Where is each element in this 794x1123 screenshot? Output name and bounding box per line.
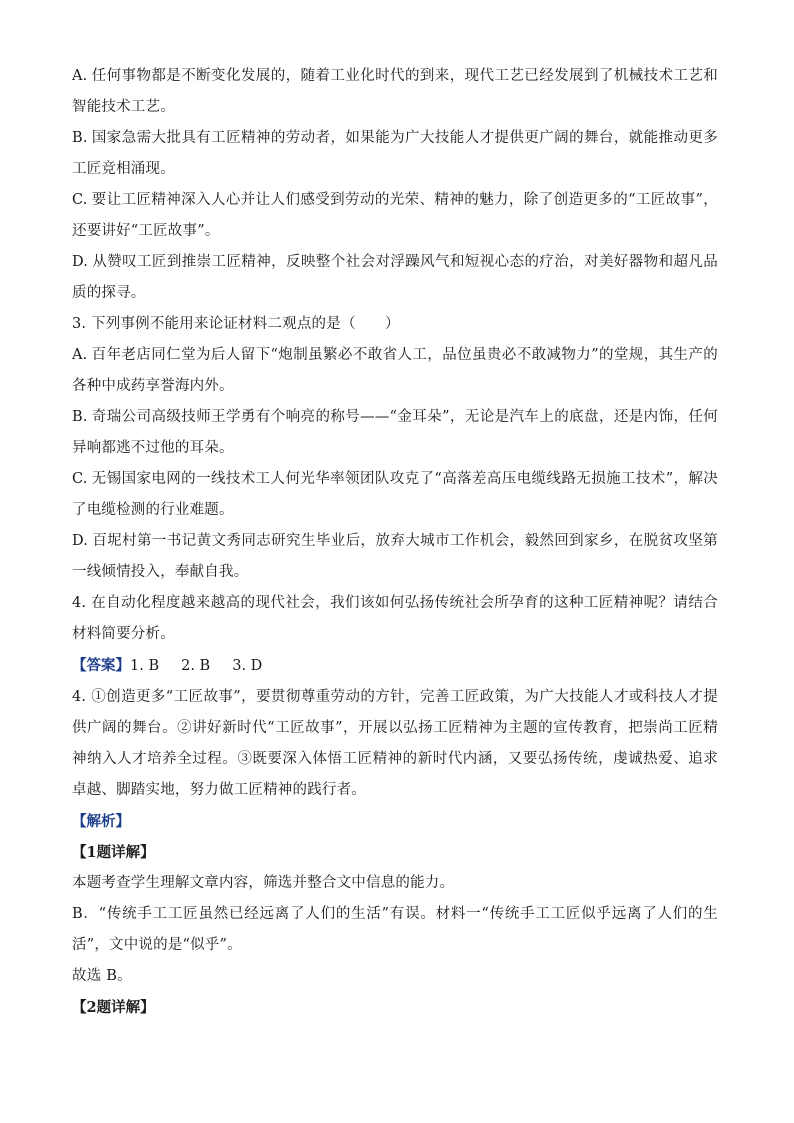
option-letter: D.: [72, 254, 89, 270]
answer-item: 2. B: [181, 658, 211, 674]
option-text: 百年老店同仁堂为后人留下“炮制虽繁必不敢省人工，品位虽贵必不敢减物力”的堂规，其生产的各种中成药享誉海内外。: [72, 347, 718, 394]
option-text: 任何事物都是不断变化发展的，随着工业化时代的到来，现代工艺已经发展到了机械技术工艺和智能技术工艺。: [72, 68, 718, 115]
option-letter: C.: [72, 192, 88, 208]
option-text: 百坭村第一书记黄文秀同志研究生毕业后，放弃大城市工作机会，毅然回到家乡，在脱贫攻坚第一线倾情投入，奉献自我。: [72, 533, 718, 580]
q3-option-c: [72, 464, 718, 526]
q3-stem: 3. 下列事例不能用来论证材料二观点的是（ ）: [72, 316, 400, 332]
analysis-line: 故选 B。: [72, 968, 132, 984]
option-text: 国家急需大批具有工匠精神的劳动者，如果能为广大技能人才提供更广阔的舞台，就能推动更多工匠竞相涌现。: [72, 130, 718, 177]
option-letter: D.: [72, 533, 89, 549]
q2-option-d: [72, 247, 718, 309]
answer-label: 【答案】: [72, 657, 130, 674]
q2-option-c: [72, 185, 718, 247]
q1-detail-heading: 【1题详解】: [72, 844, 155, 861]
option-text: 要让工匠精神深入人心并让人们感受到劳动的光荣、精神的魅力，除了创造更多的“工匠故事”，还要讲好“工匠故事”。: [72, 192, 718, 239]
option-text: 从赞叹工匠到推崇工匠精神，反映整个社会对浮躁风气和短视心态的疗治，对美好器物和超凡品质的探寻。: [72, 254, 718, 301]
analysis-line: 本题考查学生理解文章内容，筛选并整合文中信息的能力。: [72, 875, 455, 891]
option-letter: C.: [72, 471, 88, 487]
answer-q4: 4. ①创造更多“工匠故事”，要贯彻尊重劳动的方针，完善工匠政策，为广大技能人才或科技人才提供广阔的舞台。②讲好新时代“工匠故事”，开展以弘扬工匠精神为主题的宣传教育，把崇尚工匠精神纳入人才培养全过程。③既要深入体悟工匠精神的新时代内涵，又要弘扬传统，虔诚热爱、追求卓越、脚踏实地，努力做工匠精神的践行者。: [72, 689, 718, 798]
option-text: 无锡国家电网的一线技术工人何光华率领团队攻克了“高落差高压电缆线路无损施工技术”，解决了电缆检测的行业难题。: [72, 471, 718, 518]
option-letter: B.: [72, 130, 88, 146]
q4-stem: 4. 在自动化程度越来越高的现代社会，我们该如何弘扬传统社会所孕育的这种工匠精神呢？请结合材料简要分析。: [72, 595, 718, 642]
q2-detail-heading: 【2题详解】: [72, 999, 155, 1016]
q3-option-b: [72, 402, 718, 464]
option-letter: B.: [72, 409, 88, 425]
q2-option-b: [72, 123, 718, 185]
option-letter: A.: [72, 347, 88, 363]
q3-option-a: [72, 340, 718, 402]
answer-row: [72, 650, 718, 682]
analysis-line: B．“传统手工工匠虽然已经远离了人们的生活”有误。材料一“传统手工工匠似乎远离了人们的生活”，文中说的是“似乎”。: [72, 906, 718, 953]
answer-item: 3. D: [232, 658, 263, 674]
answer-item: 1. B: [130, 658, 160, 674]
option-text: 奇瑞公司高级技师王学勇有个响亮的称号——“金耳朵”，无论是汽车上的底盘，还是内饰，任何异响都逃不过他的耳朵。: [72, 409, 718, 456]
q3-option-d: [72, 526, 718, 588]
option-letter: A.: [72, 68, 88, 84]
analysis-label: 【解析】: [72, 813, 130, 830]
q2-option-a: [72, 61, 718, 123]
